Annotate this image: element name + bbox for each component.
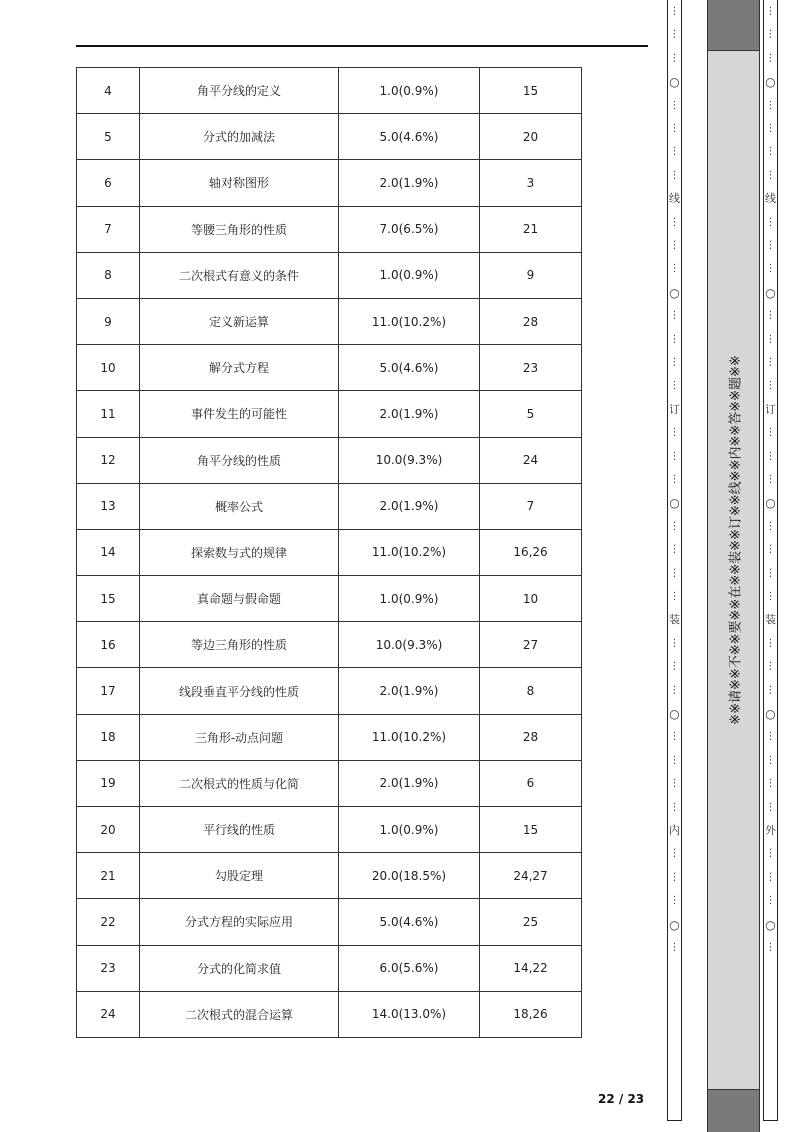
knowledge-point: 探索数与式的规律 (140, 529, 339, 575)
question-numbers: 28 (480, 298, 582, 344)
band-cap-bottom (708, 1089, 759, 1132)
binding-line-inner (667, 0, 682, 1121)
binding-dots: ⋮ (765, 52, 776, 64)
score-cell: 1.0(0.9%) (339, 68, 480, 114)
binding-dots: ⋮ (669, 169, 680, 181)
question-numbers: 23 (480, 345, 582, 391)
question-numbers: 27 (480, 622, 582, 668)
binding-dots: ⋮ (765, 263, 776, 275)
row-number: 14 (77, 529, 140, 575)
binding-dots: ⋮ (669, 801, 680, 813)
table-row (77, 714, 582, 760)
score-cell: 20.0(18.5%) (339, 853, 480, 899)
binding-dots: ⋮ (765, 731, 776, 743)
binding-hole-icon: ○ (765, 496, 776, 511)
row-number: 13 (77, 483, 140, 529)
binding-word: 装 (669, 613, 680, 627)
row-number: 21 (77, 853, 140, 899)
binding-dots: ⋮ (669, 52, 680, 64)
table-row (77, 853, 582, 899)
knowledge-point: 二次根式的混合运算 (140, 991, 339, 1037)
score-cell: 2.0(1.9%) (339, 760, 480, 806)
binding-dots: ⋮ (765, 357, 776, 368)
knowledge-point: 真命题与假命题 (140, 576, 339, 622)
score-cell: 6.0(5.6%) (339, 945, 480, 991)
table-row (77, 668, 582, 714)
score-cell: 11.0(10.2%) (339, 529, 480, 575)
binding-dots: ⋮ (765, 591, 776, 602)
binding-dots: ⋮ (765, 146, 776, 158)
binding-dots: ⋮ (669, 661, 680, 673)
question-numbers: 15 (480, 807, 582, 853)
table-row (77, 437, 582, 483)
binding-dots: ⋮ (669, 240, 680, 251)
question-numbers: 15 (480, 68, 582, 114)
binding-dots: ⋮ (765, 99, 776, 111)
table-row (77, 760, 582, 806)
question-numbers: 7 (480, 483, 582, 529)
knowledge-point: 定义新运算 (140, 298, 339, 344)
row-number: 20 (77, 807, 140, 853)
binding-dots: ⋮ (669, 567, 680, 579)
row-number: 10 (77, 345, 140, 391)
binding-word: 线 (765, 192, 776, 206)
binding-band (707, 0, 760, 1132)
binding-dots: ⋮ (765, 684, 776, 696)
binding-dots: ⋮ (765, 380, 776, 392)
question-numbers: 10 (480, 576, 582, 622)
binding-hole-icon: ○ (765, 917, 776, 932)
binding-dots: ⋮ (669, 310, 680, 322)
binding-dots: ⋮ (669, 333, 680, 345)
knowledge-point: 角平分线的性质 (140, 437, 339, 483)
binding-dots: ⋮ (669, 263, 680, 275)
row-number: 17 (77, 668, 140, 714)
question-numbers: 9 (480, 252, 582, 298)
knowledge-point: 事件发生的可能性 (140, 391, 339, 437)
binding-dots: ⋮ (669, 216, 680, 228)
binding-hole-icon: ○ (765, 75, 776, 90)
binding-dots: ⋮ (765, 544, 776, 556)
score-cell: 5.0(4.6%) (339, 114, 480, 160)
question-numbers: 16,26 (480, 529, 582, 575)
knowledge-point: 解分式方程 (140, 345, 339, 391)
binding-dots: ⋮ (669, 544, 680, 556)
question-numbers: 8 (480, 668, 582, 714)
knowledge-point: 分式方程的实际应用 (140, 899, 339, 945)
question-numbers: 6 (480, 760, 582, 806)
question-numbers: 20 (480, 114, 582, 160)
score-cell: 1.0(0.9%) (339, 807, 480, 853)
binding-hole-icon: ○ (669, 285, 680, 300)
binding-dots: ⋮ (669, 684, 680, 696)
knowledge-point: 概率公式 (140, 483, 339, 529)
table-row (77, 622, 582, 668)
row-number: 24 (77, 991, 140, 1037)
binding-dots: ⋮ (765, 427, 776, 439)
binding-dots: ⋮ (669, 427, 680, 439)
binding-dots: ⋮ (669, 942, 680, 953)
binding-dots: ⋮ (669, 754, 680, 766)
header-rule (76, 45, 648, 47)
table-row (77, 298, 582, 344)
row-number: 11 (77, 391, 140, 437)
binding-hole-icon: ○ (669, 917, 680, 932)
table-row (77, 899, 582, 945)
binding-word: 内 (669, 824, 680, 837)
score-cell: 14.0(13.0%) (339, 991, 480, 1037)
score-cell: 2.0(1.9%) (339, 668, 480, 714)
binding-dots: ⋮ (765, 450, 776, 462)
knowledge-point: 分式的化简求值 (140, 945, 339, 991)
binding-word: 外 (765, 824, 776, 837)
question-numbers: 18,26 (480, 991, 582, 1037)
knowledge-point: 等腰三角形的性质 (140, 206, 339, 252)
binding-dots: ⋮ (765, 240, 776, 251)
binding-dots: ⋮ (765, 567, 776, 579)
knowledge-point: 二次根式的性质与化简 (140, 760, 339, 806)
binding-dots: ⋮ (765, 6, 776, 17)
knowledge-point-table (76, 67, 582, 1038)
binding-dots: ⋮ (765, 333, 776, 345)
binding-dots: ⋮ (669, 29, 680, 41)
binding-hole-icon: ○ (669, 75, 680, 90)
row-number: 18 (77, 714, 140, 760)
page-number: 22 / 23 (598, 1092, 645, 1106)
binding-dots: ⋮ (669, 99, 680, 111)
row-number: 4 (77, 68, 140, 114)
binding-word: 订 (765, 402, 776, 416)
binding-dots: ⋮ (765, 871, 776, 883)
row-number: 12 (77, 437, 140, 483)
question-numbers: 21 (480, 206, 582, 252)
score-cell: 10.0(9.3%) (339, 622, 480, 668)
binding-hole-icon: ○ (765, 285, 776, 300)
binding-hole-icon: ○ (765, 707, 776, 721)
knowledge-point: 三角形-动点问题 (140, 714, 339, 760)
binding-dots: ⋮ (765, 520, 776, 532)
table-row (77, 206, 582, 252)
table-row (77, 252, 582, 298)
table-row (77, 576, 582, 622)
score-cell: 1.0(0.9%) (339, 252, 480, 298)
binding-dots: ⋮ (765, 216, 776, 228)
knowledge-point: 二次根式有意义的条件 (140, 252, 339, 298)
row-number: 19 (77, 760, 140, 806)
row-number: 16 (77, 622, 140, 668)
binding-dots: ⋮ (669, 778, 680, 790)
binding-dots: ⋮ (765, 29, 776, 41)
row-number: 22 (77, 899, 140, 945)
binding-dots: ⋮ (765, 661, 776, 673)
knowledge-point: 勾股定理 (140, 853, 339, 899)
question-numbers: 24,27 (480, 853, 582, 899)
question-numbers: 14,22 (480, 945, 582, 991)
binding-dots: ⋮ (765, 754, 776, 766)
binding-dots: ⋮ (765, 801, 776, 813)
binding-dots: ⋮ (669, 474, 680, 485)
binding-dots: ⋮ (765, 123, 776, 134)
table-row (77, 529, 582, 575)
binding-dots: ⋮ (669, 637, 680, 649)
binding-dots: ⋮ (765, 848, 776, 860)
binding-dots: ⋮ (669, 450, 680, 462)
binding-dots: ⋮ (765, 778, 776, 790)
table-row (77, 68, 582, 114)
table-row (77, 807, 582, 853)
question-numbers: 3 (480, 160, 582, 206)
binding-word: 线 (669, 192, 680, 206)
knowledge-point: 分式的加减法 (140, 114, 339, 160)
binding-line-outer (763, 0, 778, 1121)
binding-word: 装 (765, 613, 776, 627)
knowledge-point: 角平分线的定义 (140, 68, 339, 114)
binding-dots: ⋮ (669, 871, 680, 883)
score-cell: 11.0(10.2%) (339, 714, 480, 760)
row-number: 23 (77, 945, 140, 991)
binding-dots: ⋮ (765, 169, 776, 181)
binding-hole-icon: ○ (669, 496, 680, 511)
binding-dots: ⋮ (669, 731, 680, 743)
binding-dots: ⋮ (669, 848, 680, 860)
table-row (77, 345, 582, 391)
table-row (77, 114, 582, 160)
row-number: 5 (77, 114, 140, 160)
score-cell: 1.0(0.9%) (339, 576, 480, 622)
row-number: 7 (77, 206, 140, 252)
knowledge-point: 线段垂直平分线的性质 (140, 668, 339, 714)
binding-word: 订 (669, 402, 680, 416)
band-cap-top (708, 0, 759, 51)
binding-dots: ⋮ (765, 942, 776, 953)
binding-dots: ⋮ (765, 474, 776, 485)
question-numbers: 5 (480, 391, 582, 437)
score-cell: 2.0(1.9%) (339, 483, 480, 529)
binding-dots: ⋮ (669, 357, 680, 368)
row-number: 6 (77, 160, 140, 206)
question-numbers: 25 (480, 899, 582, 945)
knowledge-point: 平行线的性质 (140, 807, 339, 853)
score-cell: 5.0(4.6%) (339, 345, 480, 391)
table-row (77, 991, 582, 1037)
binding-dots: ⋮ (765, 310, 776, 322)
score-cell: 5.0(4.6%) (339, 899, 480, 945)
knowledge-point: 等边三角形的性质 (140, 622, 339, 668)
table-row (77, 945, 582, 991)
table-row (77, 483, 582, 529)
table-row (77, 391, 582, 437)
binding-dots: ⋮ (669, 123, 680, 134)
table-row (77, 160, 582, 206)
binding-dots: ⋮ (669, 591, 680, 602)
score-cell: 11.0(10.2%) (339, 298, 480, 344)
row-number: 15 (77, 576, 140, 622)
binding-dots: ⋮ (669, 895, 680, 907)
row-number: 9 (77, 298, 140, 344)
score-cell: 2.0(1.9%) (339, 391, 480, 437)
binding-dots: ⋮ (669, 146, 680, 158)
knowledge-point: 轴对称图形 (140, 160, 339, 206)
score-cell: 7.0(6.5%) (339, 206, 480, 252)
score-cell: 10.0(9.3%) (339, 437, 480, 483)
score-cell: 2.0(1.9%) (339, 160, 480, 206)
binding-dots: ⋮ (765, 895, 776, 907)
binding-dots: ⋮ (669, 380, 680, 392)
binding-hole-icon: ○ (669, 707, 680, 721)
binding-dots: ⋮ (669, 520, 680, 532)
binding-dots: ⋮ (765, 637, 776, 649)
row-number: 8 (77, 252, 140, 298)
question-numbers: 24 (480, 437, 582, 483)
question-numbers: 28 (480, 714, 582, 760)
binding-dots: ⋮ (669, 6, 680, 17)
binding-warning: ※※请※※不※※要※※在※※装※※订※※线※※内※※答※※题※※ (728, 355, 743, 725)
